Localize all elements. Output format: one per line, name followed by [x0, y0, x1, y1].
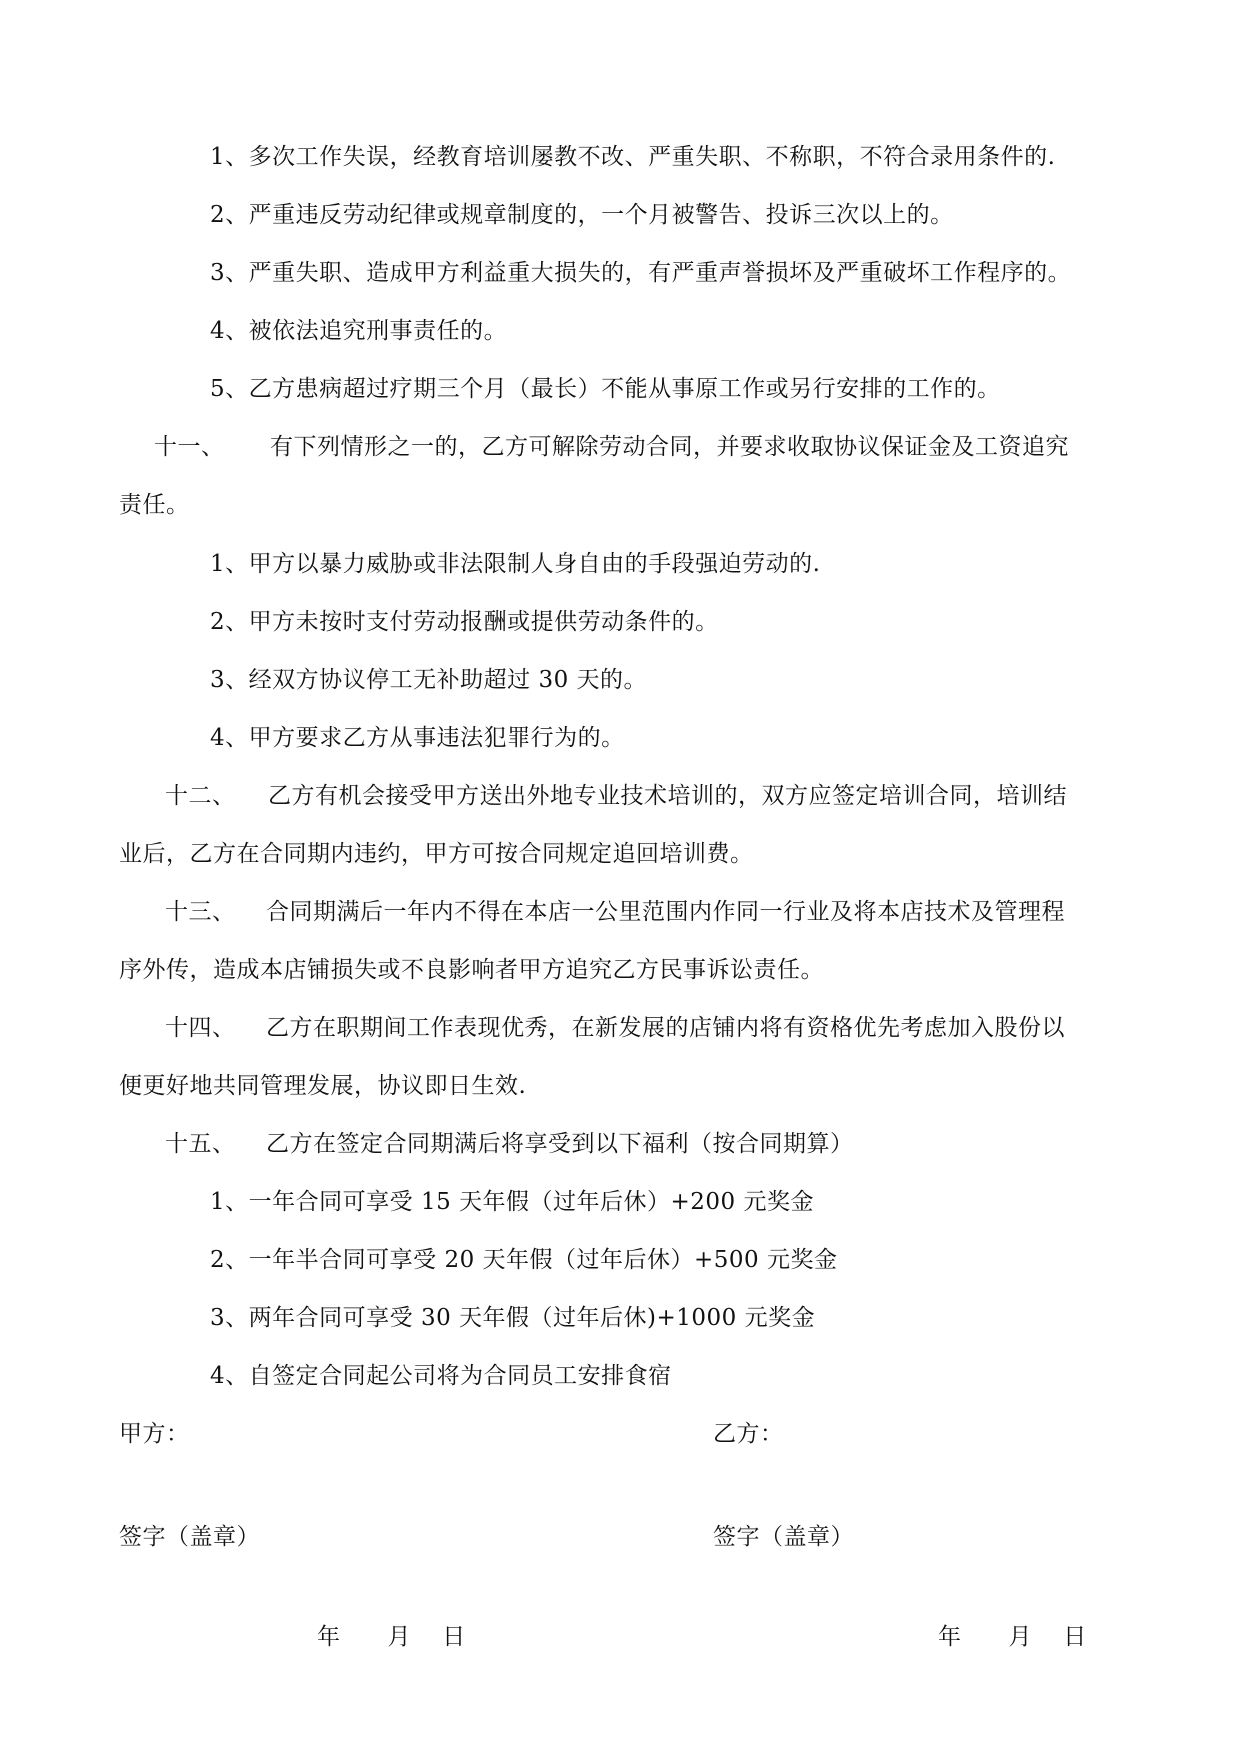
clause-13-text-line-1: 合同期满后一年内不得在本店一公里范围内作同一行业及将本店技术及管理程 — [266, 899, 1065, 925]
clause-13-number: 十三、 — [165, 899, 236, 925]
clause-11-number: 十一、 — [154, 434, 225, 460]
list-c-item-4: 4、自签定合同起公司将为合同员工安排食宿 — [210, 1363, 672, 1389]
list-a-item-1: 1、多次工作失误，经教育培训屡教不改、严重失职、不称职，不符合录用条件的. — [210, 144, 1056, 170]
party-b-label: 乙方： — [713, 1421, 784, 1447]
clause-15-text-line-1: 乙方在签定合同期满后将享受到以下福利（按合同期算） — [266, 1131, 854, 1157]
party-b-sign-label: 签字（盖章） — [713, 1524, 854, 1550]
list-b-item-3: 3、经双方协议停工无补助超过 30 天的。 — [210, 667, 648, 693]
clause-11-text-line-2: 责任。 — [119, 492, 190, 518]
list-c-item-3: 3、两年合同可享受 30 天年假（过年后休)+1000 元奖金 — [210, 1305, 816, 1331]
clause-14-text-line-2: 便更好地共同管理发展，协议即日生效. — [119, 1073, 527, 1099]
list-b-item-1: 1、甲方以暴力威胁或非法限制人身自由的手段强迫劳动的. — [210, 551, 821, 577]
list-a-item-4: 4、被依法追究刑事责任的。 — [210, 318, 508, 344]
list-a-item-5: 5、乙方患病超过疗期三个月（最长）不能从事原工作或另行安排的工作的。 — [210, 376, 1001, 402]
clause-14-number: 十四、 — [165, 1015, 236, 1041]
clause-12-text-line-2: 业后，乙方在合同期内违约，甲方可按合同规定追回培训费。 — [119, 841, 754, 867]
list-a-item-2: 2、严重违反劳动纪律或规章制度的，一个月被警告、投诉三次以上的。 — [210, 202, 954, 228]
clause-12-number: 十二、 — [165, 783, 236, 809]
party-a-sign-label: 签字（盖章） — [119, 1524, 260, 1550]
list-b-item-2: 2、甲方未按时支付劳动报酬或提供劳动条件的。 — [210, 609, 719, 635]
list-a-item-3: 3、严重失职、造成甲方利益重大损失的，有严重声誉损坏及严重破坏工作程序的。 — [210, 260, 1072, 286]
list-c-item-1: 1、一年合同可享受 15 天年假（过年后休）+200 元奖金 — [210, 1189, 815, 1215]
list-b-item-4: 4、甲方要求乙方从事违法犯罪行为的。 — [210, 725, 625, 751]
clause-13-text-line-2: 序外传，造成本店铺损失或不良影响者甲方追究乙方民事诉讼责任。 — [119, 957, 824, 983]
clause-15-number: 十五、 — [165, 1131, 236, 1157]
clause-11-text-line-1: 有下列情形之一的，乙方可解除劳动合同，并要求收取协议保证金及工资追究 — [270, 434, 1069, 460]
list-c-item-2: 2、一年半合同可享受 20 天年假（过年后休）+500 元奖金 — [210, 1247, 838, 1273]
party-a-date: 年 月 日 — [317, 1624, 466, 1650]
clause-14-text-line-1: 乙方在职期间工作表现优秀，在新发展的店铺内将有资格优先考虑加入股份以 — [266, 1015, 1065, 1041]
party-b-date: 年 月 日 — [938, 1624, 1087, 1650]
party-a-label: 甲方： — [119, 1421, 190, 1447]
clause-12-text-line-1: 乙方有机会接受甲方送出外地专业技术培训的，双方应签定培训合同，培训结 — [268, 783, 1067, 809]
